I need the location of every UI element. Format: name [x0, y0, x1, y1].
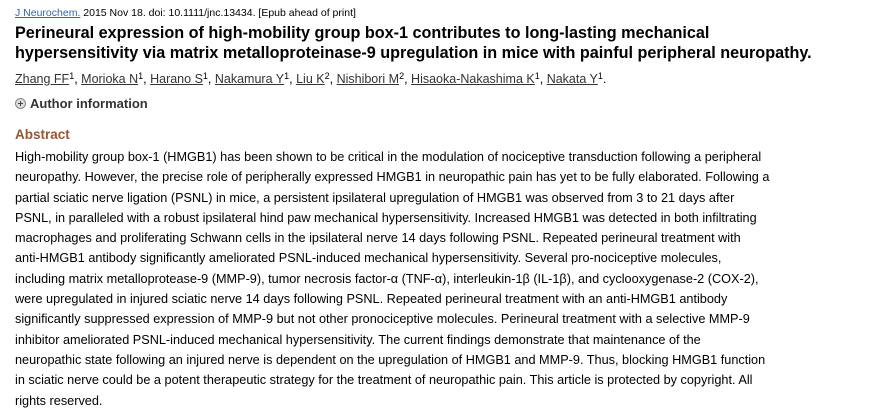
author-affiliation: 1	[138, 71, 144, 81]
plus-circle-icon[interactable]	[15, 98, 26, 109]
author-link[interactable]: Zhang FF	[15, 72, 70, 86]
author-link[interactable]: Nakamura Y	[214, 72, 285, 86]
abstract-line: macrophages and proliferating Schwann cells in the ipsilateral nerve 14 days following PSNL. Repeated perineural treatment with	[15, 231, 741, 246]
abstract-line: in sciatic nerve could be a potent therapeutic strategy for the treatment of neuropathic pain. This article is protected by copyright. All	[15, 373, 753, 388]
author-link[interactable]: Morioka N	[81, 72, 139, 86]
author-affiliation: 1	[597, 71, 603, 81]
citation-details: 2015 Nov 18. doi: 10.1111/jnc.13434. [Epub ahead of print]	[80, 7, 356, 19]
author-information-label: Author information	[30, 96, 148, 111]
title-line-1: Perineural expression of high-mobility group box-1 contributes to long-lasting mechanical	[15, 24, 710, 42]
author-link[interactable]: Harano S	[150, 72, 203, 86]
author-affiliation: 1	[69, 71, 75, 81]
abstract-line: neuropathic state following an injured nerve is dependent on the upregulation of HMGB1 and MMP-9. Thus, blocking HMGB1 function	[15, 352, 766, 367]
author-link[interactable]: Liu K	[296, 72, 325, 86]
author-information-toggle[interactable]	[15, 96, 148, 111]
abstract-line: partial sciatic nerve ligation (PSNL) in mice, a persistent ipsilateral upregulation of HMGB1 was observed from 3 to 21 days after	[15, 190, 735, 205]
author-link[interactable]: Nakata Y	[546, 72, 598, 86]
abstract-line: inhibitor ameliorated PSNL-induced mechanical hypersensitivity. The current findings demonstrate that maintenance of the	[15, 332, 701, 347]
article-title	[15, 23, 865, 63]
author-affiliation: 2	[324, 71, 330, 81]
abstract-text	[15, 147, 865, 411]
abstract-heading: Abstract	[15, 127, 70, 142]
abstract-line: were upregulated in injured sciatic nerve 14 days following PSNL. Repeated perineural treatment with an anti-HMGB1 antibody	[15, 292, 728, 307]
author-link[interactable]: Hisaoka-Nakashima K	[411, 72, 535, 86]
author-link[interactable]: Nishibori M	[336, 72, 400, 86]
abstract-line: significantly suppressed expression of MMP-9 but not other pronociceptive molecules. Perineural treatment with a selective MMP-9	[15, 312, 750, 327]
author-affiliation: 2	[399, 71, 405, 81]
abstract-line: including matrix metalloprotease-9 (MMP-9), tumor necrosis factor-α (TNF-α), interleukin-1β (IL-1β), and cyclooxygenase-2 (COX-2),	[15, 271, 759, 286]
journal-link[interactable]: J Neurochem.	[15, 7, 81, 19]
abstract-line: PSNL, in paralleled with a robust ipsilateral hind paw mechanical hypersensitivity. Increased HMGB1 was detected in both infiltrating	[15, 210, 757, 225]
author-affiliation: 1	[534, 71, 540, 81]
abstract-line: High-mobility group box-1 (HMGB1) has been shown to be critical in the modulation of nociceptive transduction following a peripheral	[15, 150, 762, 164]
author-affiliation: 1	[284, 71, 290, 81]
abstract-line: rights reserved.	[15, 393, 103, 408]
title-line-2: hypersensitivity via matrix metalloproteinase-9 upregulation in mice with painful peripheral neuropathy.	[15, 44, 812, 62]
citation-line	[15, 7, 356, 20]
abstract-line: neuropathy. However, the precise role of peripherally expressed HMGB1 in neuropathic pain has yet to be fully elaborated. Following a	[15, 170, 770, 185]
abstract-line: anti-HMGB1 antibody significantly ameliorated PSNL-induced mechanical hypersensitivity. Several pro-nociceptive molecules,	[15, 251, 722, 266]
author-list: Zhang $FF^1$, Morioka $N^1$, Harano $S^1$, Nakamura $Y^1$, Liu $K^2$, Nishibori $M^2$, Hisaoka-Nakashima $K^1$, Nakata $Y^1$.	[15, 71, 607, 86]
author-affiliation: 1	[202, 71, 208, 81]
